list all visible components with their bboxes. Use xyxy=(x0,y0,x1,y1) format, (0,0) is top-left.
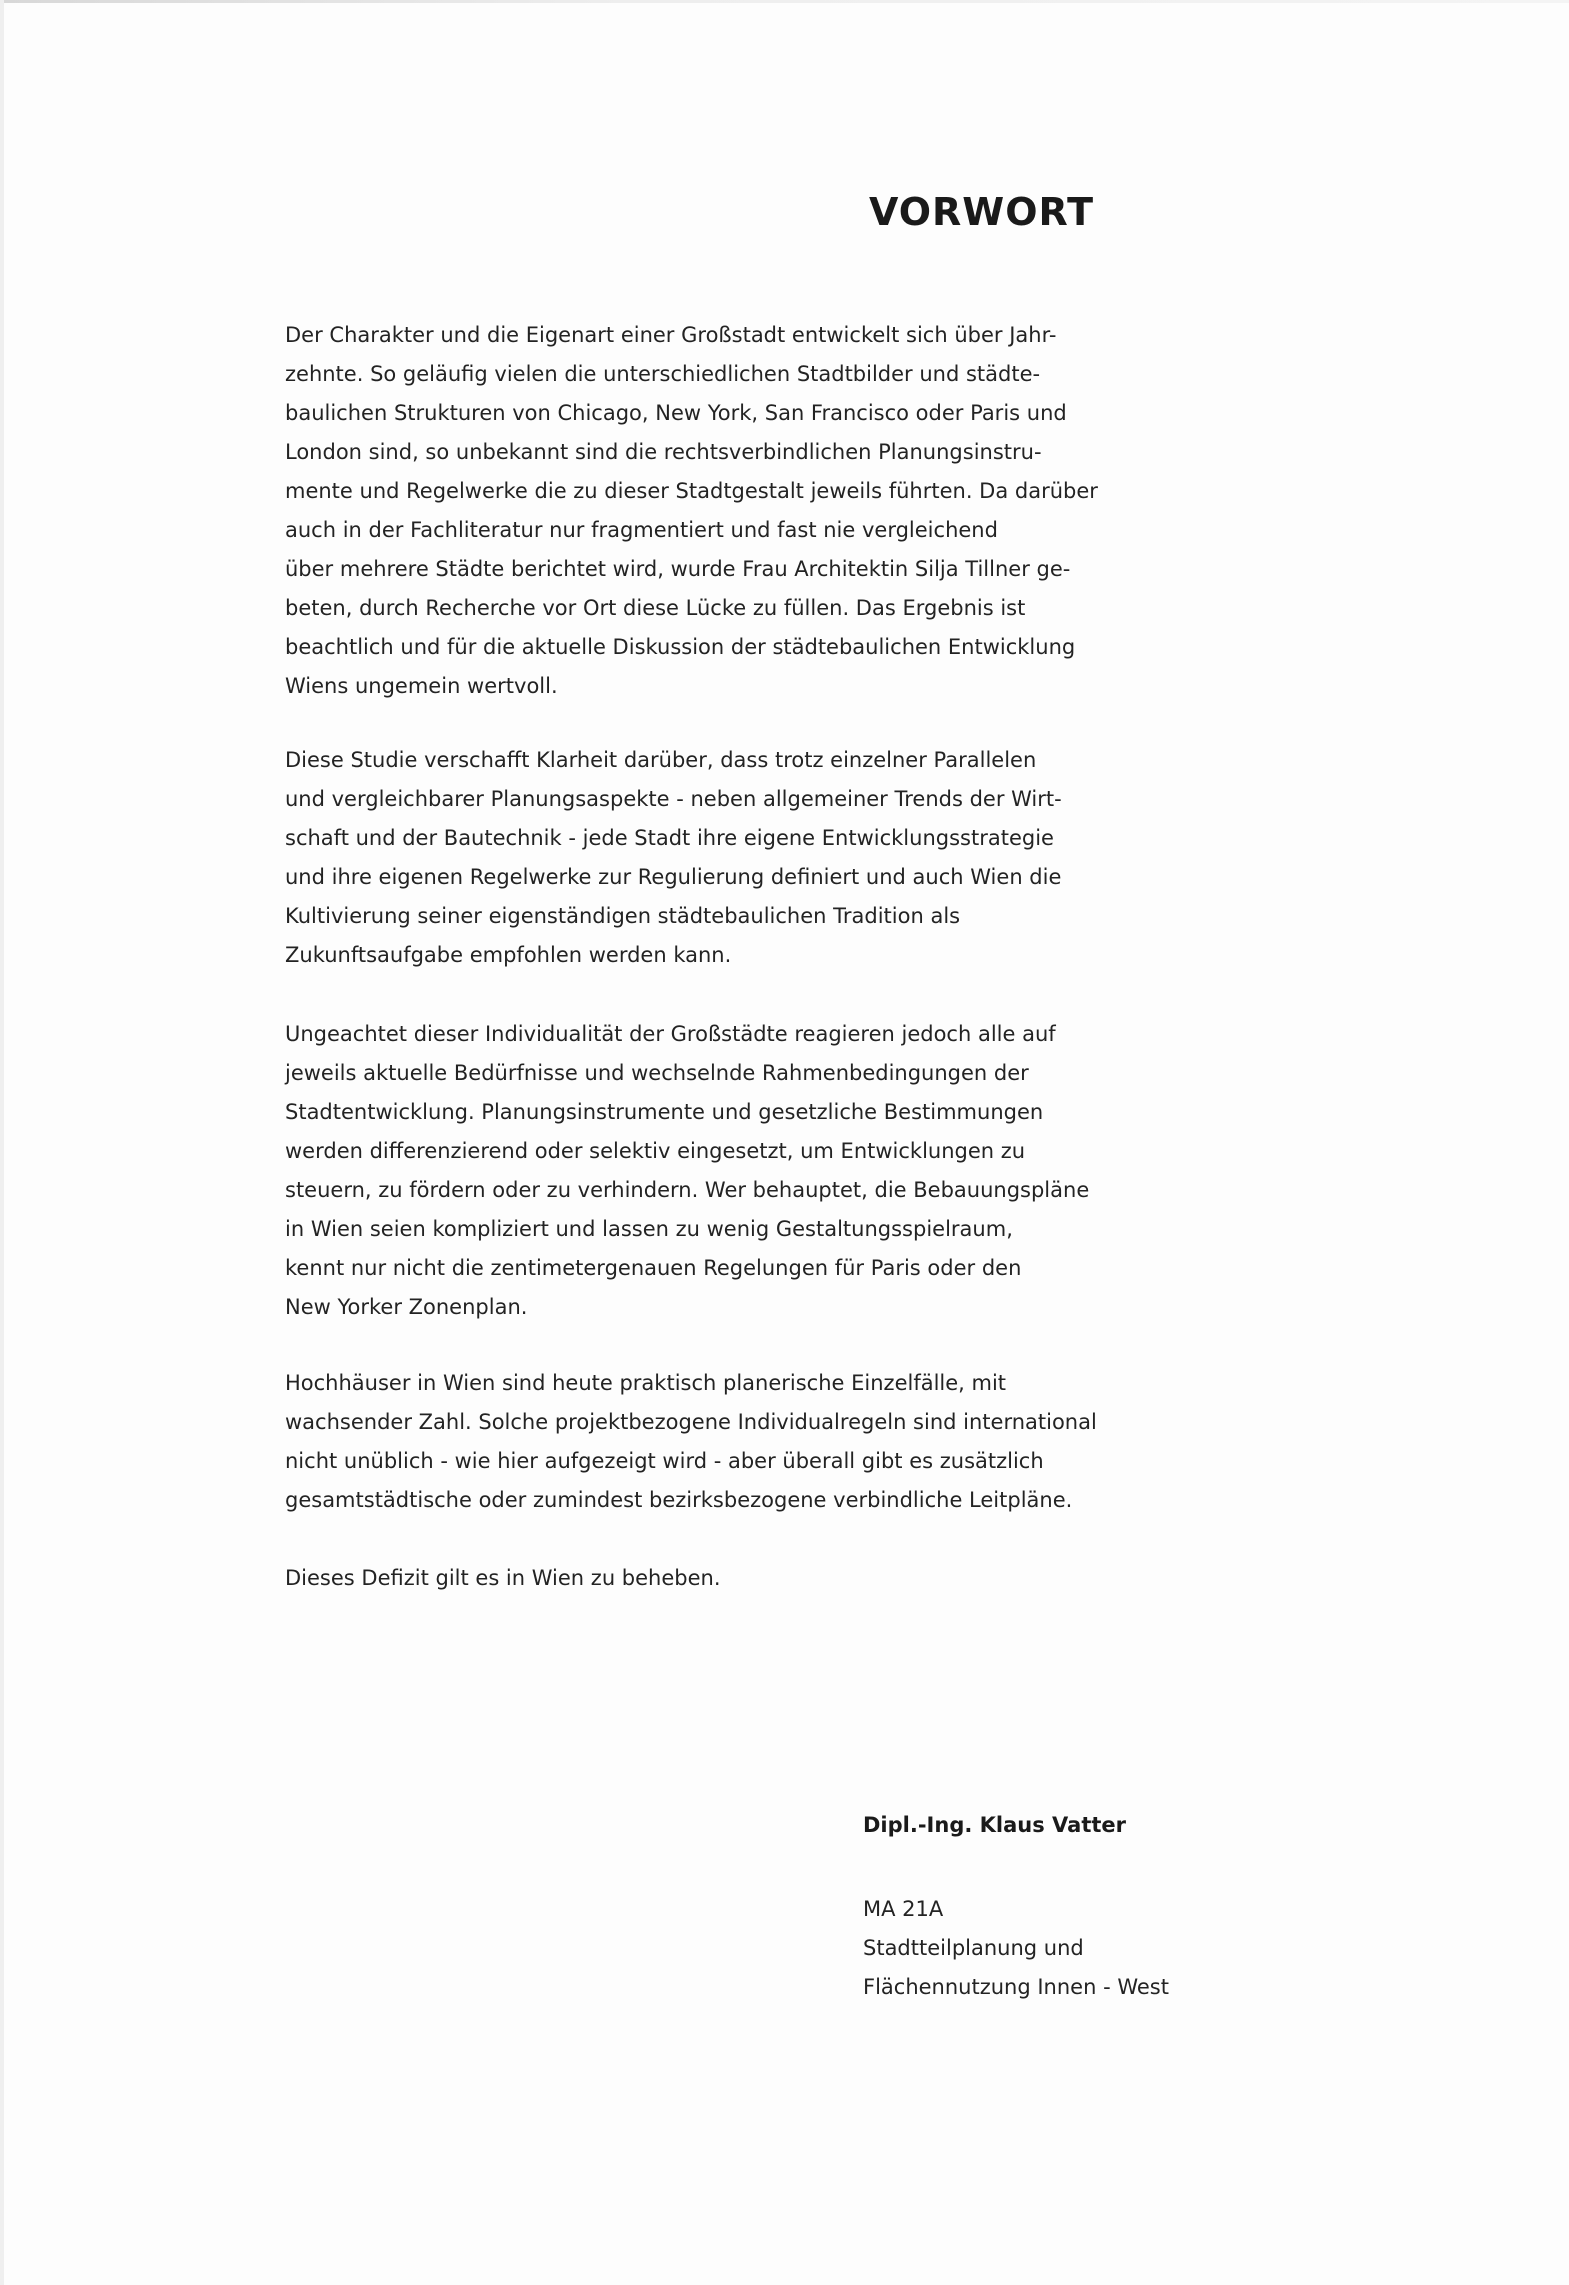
paragraph-study xyxy=(285,741,1155,975)
text-line: London sind, so unbekannt sind die rechtsverbindlichen Planungsinstru- xyxy=(285,440,1042,464)
text-line: nicht unüblich - wie hier aufgezeigt wird - aber überall gibt es zusätzlich xyxy=(285,1449,1044,1473)
text-line: Diese Studie verschafft Klarheit darüber, dass trotz einzelner Parallelen xyxy=(285,748,1037,772)
page-title: VORWORT xyxy=(869,190,1094,234)
text-line: Hochhäuser in Wien sind heute praktisch planerische Einzelfälle, mit xyxy=(285,1371,1007,1395)
text-line: wachsender Zahl. Solche projektbezogene Individualregeln sind international xyxy=(285,1410,1097,1434)
text-line: Stadtentwicklung. Planungsinstrumente und gesetzliche Bestimmungen xyxy=(285,1100,1044,1124)
signature-name: Dipl.-Ing. Klaus Vatter xyxy=(863,1813,1126,1837)
text-line: schaft und der Bautechnik - jede Stadt ihre eigene Entwicklungsstrategie xyxy=(285,826,1054,850)
text-line: werden differenzierend oder selektiv eingesetzt, um Entwicklungen zu xyxy=(285,1139,1026,1163)
text-line: gesamtstädtische oder zumindest bezirksbezogene verbindliche Leitpläne. xyxy=(285,1488,1073,1512)
department-line: MA 21A xyxy=(863,1897,944,1921)
text-line: beten, durch Recherche vor Ort diese Lücke zu füllen. Das Ergebnis ist xyxy=(285,596,1026,620)
text-line: New Yorker Zonenplan. xyxy=(285,1295,528,1319)
text-line: Zukunftsaufgabe empfohlen werden kann. xyxy=(285,943,732,967)
text-line: Der Charakter und die Eigenart einer Großstadt entwickelt sich über Jahr- xyxy=(285,323,1057,347)
text-line: Wiens ungemein wertvoll. xyxy=(285,674,558,698)
paragraph-conclusion xyxy=(285,1559,1155,1598)
text-line: steuern, zu fördern oder zu verhindern. Wer behauptet, die Bebauungspläne xyxy=(285,1178,1090,1202)
text-line: über mehrere Städte berichtet wird, wurde Frau Architektin Silja Tillner ge- xyxy=(285,557,1071,581)
signature-department xyxy=(863,1890,1169,2007)
paragraph-highrise xyxy=(285,1364,1155,1520)
text-line: baulichen Strukturen von Chicago, New York, San Francisco oder Paris und xyxy=(285,401,1067,425)
text-line: Ungeachtet dieser Individualität der Großstädte reagieren jedoch alle auf xyxy=(285,1022,1056,1046)
text-line: und vergleichbarer Planungsaspekte - neben allgemeiner Trends der Wirt- xyxy=(285,787,1062,811)
text-line: kennt nur nicht die zentimetergenauen Regelungen für Paris oder den xyxy=(285,1256,1022,1280)
text-line: und ihre eigenen Regelwerke zur Regulierung definiert und auch Wien die xyxy=(285,865,1062,889)
text-line: Kultivierung seiner eigenständigen städtebaulichen Tradition als xyxy=(285,904,961,928)
text-line: beachtlich und für die aktuelle Diskussion der städtebaulichen Entwicklung xyxy=(285,635,1076,659)
text-line: auch in der Fachliteratur nur fragmentiert und fast nie vergleichend xyxy=(285,518,998,542)
paragraph-intro xyxy=(285,316,1155,706)
text-line: jeweils aktuelle Bedürfnisse und wechselnde Rahmenbedingungen der xyxy=(285,1061,1029,1085)
scan-edge-left xyxy=(0,0,4,2285)
text-line: in Wien seien kompliziert und lassen zu wenig Gestaltungsspielraum, xyxy=(285,1217,1013,1241)
department-line: Flächennutzung Innen - West xyxy=(863,1975,1169,1999)
text-line: Dieses Defizit gilt es in Wien zu beheben. xyxy=(285,1566,721,1590)
scan-edge-top xyxy=(0,0,1569,3)
department-line: Stadtteilplanung und xyxy=(863,1936,1084,1960)
paragraph-individuality xyxy=(285,1015,1155,1327)
text-line: zehnte. So geläufig vielen die unterschiedlichen Stadtbilder und städte- xyxy=(285,362,1041,386)
text-line: mente und Regelwerke die zu dieser Stadtgestalt jeweils führten. Da darüber xyxy=(285,479,1098,503)
